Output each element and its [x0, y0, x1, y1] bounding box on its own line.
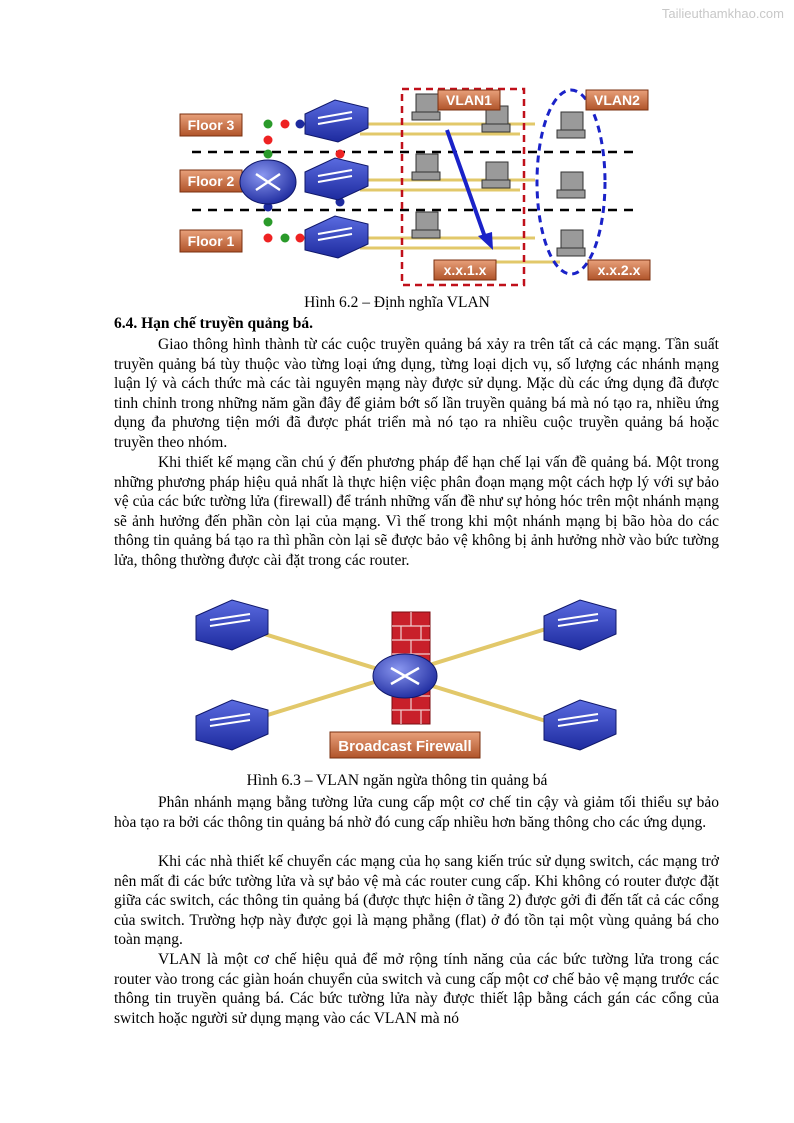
switch-icon — [196, 700, 268, 750]
floor-label: Floor 1 — [187, 233, 235, 249]
firewall-label: Broadcast Firewall — [338, 738, 472, 755]
section-heading: 6.4. Hạn chế truyền quảng bá. — [114, 315, 313, 332]
switch-icon — [305, 216, 368, 258]
watermark: Tailieuthamkhao.com — [661, 6, 784, 21]
floor-labels — [180, 114, 242, 252]
subnet1-label: x.x.1.x — [443, 262, 487, 278]
figure-broadcast-firewall — [0, 594, 794, 764]
paragraph: Phân nhánh mạng bằng tường lửa cung cấp một cơ chế tin cậy và giảm tối thiểu sự bảo hòa tạo ra bởi các thông tin quảng bá nhờ đó cung cấp nhiều hơn băng thông cho các ứng dụng. — [114, 794, 719, 831]
switch-icon — [305, 158, 368, 200]
floor-label: Floor 3 — [187, 117, 235, 133]
paragraph: Giao thông hình thành từ các cuộc truyền quảng bá xảy ra trên tất cả các mạng. Tần suất truyền quảng bá tùy thuộc vào từng loại ứng dụng, từng loại dịch vụ, số lượng các nhánh mạng luận lý và cách thức mà các tài nguyên mạng này được sử dụng. Mặc dù các ứng dụng đã được tinh chỉnh trong những năm gần đây để giảm bớt số lần truyền quảng bá mà nó tạo ra, nhiều ứng dụng đa phương tiện mới đã được phát triển mà nó tạo ra nhiều cuộc truyền quảng bá hoặc truyền theo nhóm. — [114, 336, 719, 451]
router-icon — [373, 654, 437, 698]
switch-icon — [196, 600, 268, 650]
firewall-diagram — [0, 594, 794, 764]
subnet2-label: x.x.2.x — [597, 262, 641, 278]
floor-label: Floor 2 — [187, 173, 235, 189]
figure2-caption: Hình 6.3 – VLAN ngăn ngừa thông tin quảng bá — [246, 772, 548, 789]
switch-icon — [544, 700, 616, 750]
router-icon — [240, 160, 296, 204]
paragraph: Khi các nhà thiết kế chuyển các mạng của họ sang kiến trúc sử dụng switch, các mạng trở nên mất đi các bức tường lửa và sự bảo vệ mà các router cung cấp. Khi không có router được đặt giữa các switch, các thông tin quảng bá (được thực hiện ở tầng 2) được gởi đi đến tất cả các cổng của switch. Trường hợp này được gọi là mạng phẳng (flat) ở đó tồn tại một vùng quảng bá cho toàn mạng. — [114, 853, 719, 949]
paragraph: VLAN là một cơ chế hiệu quả để mở rộng tính năng của các bức tường lửa trong các router vào trong các giàn hoán chuyển của switch và cung cấp một cơ chế bảo vệ mạng trước các thông tin truyền quảng bá. Các bức tường lửa này được thiết lập bằng cách gán các cổng của switch hoặc người sử dụng mạng vào các VLAN mà nó — [114, 951, 719, 1027]
figure-vlan-definition — [0, 82, 794, 290]
figure1-caption: Hình 6.2 – Định nghĩa VLAN — [304, 294, 490, 311]
floor-links — [360, 124, 560, 262]
paragraph: Khi thiết kế mạng cần chú ý đến phương pháp để hạn chế lại vấn đề quảng bá. Một trong những phương pháp hiệu quả nhất là thực hiện việc phân đoạn mạng một cách hợp lý với sự bảo vệ của các bức tường lửa (firewall) để tránh những vấn đề như sự hỏng hóc trên một nhánh mạng sẽ ảnh hưởng đến phần còn lại của mạng. Vì thế trong khi một nhánh mạng bị bão hòa do các thông tin quảng bá tạo ra thì phần còn lại sẽ được bảo vệ không bị ảnh hưởng nhờ vào bức tường lửa, thông thường được cài đặt trong các router. — [114, 454, 719, 569]
vlan1-label: VLAN1 — [446, 92, 492, 108]
switch-icon — [305, 100, 368, 142]
vlan-diagram — [0, 82, 794, 290]
switch-icon — [544, 600, 616, 650]
computer-icons — [412, 94, 585, 256]
vlan2-label: VLAN2 — [594, 92, 640, 108]
